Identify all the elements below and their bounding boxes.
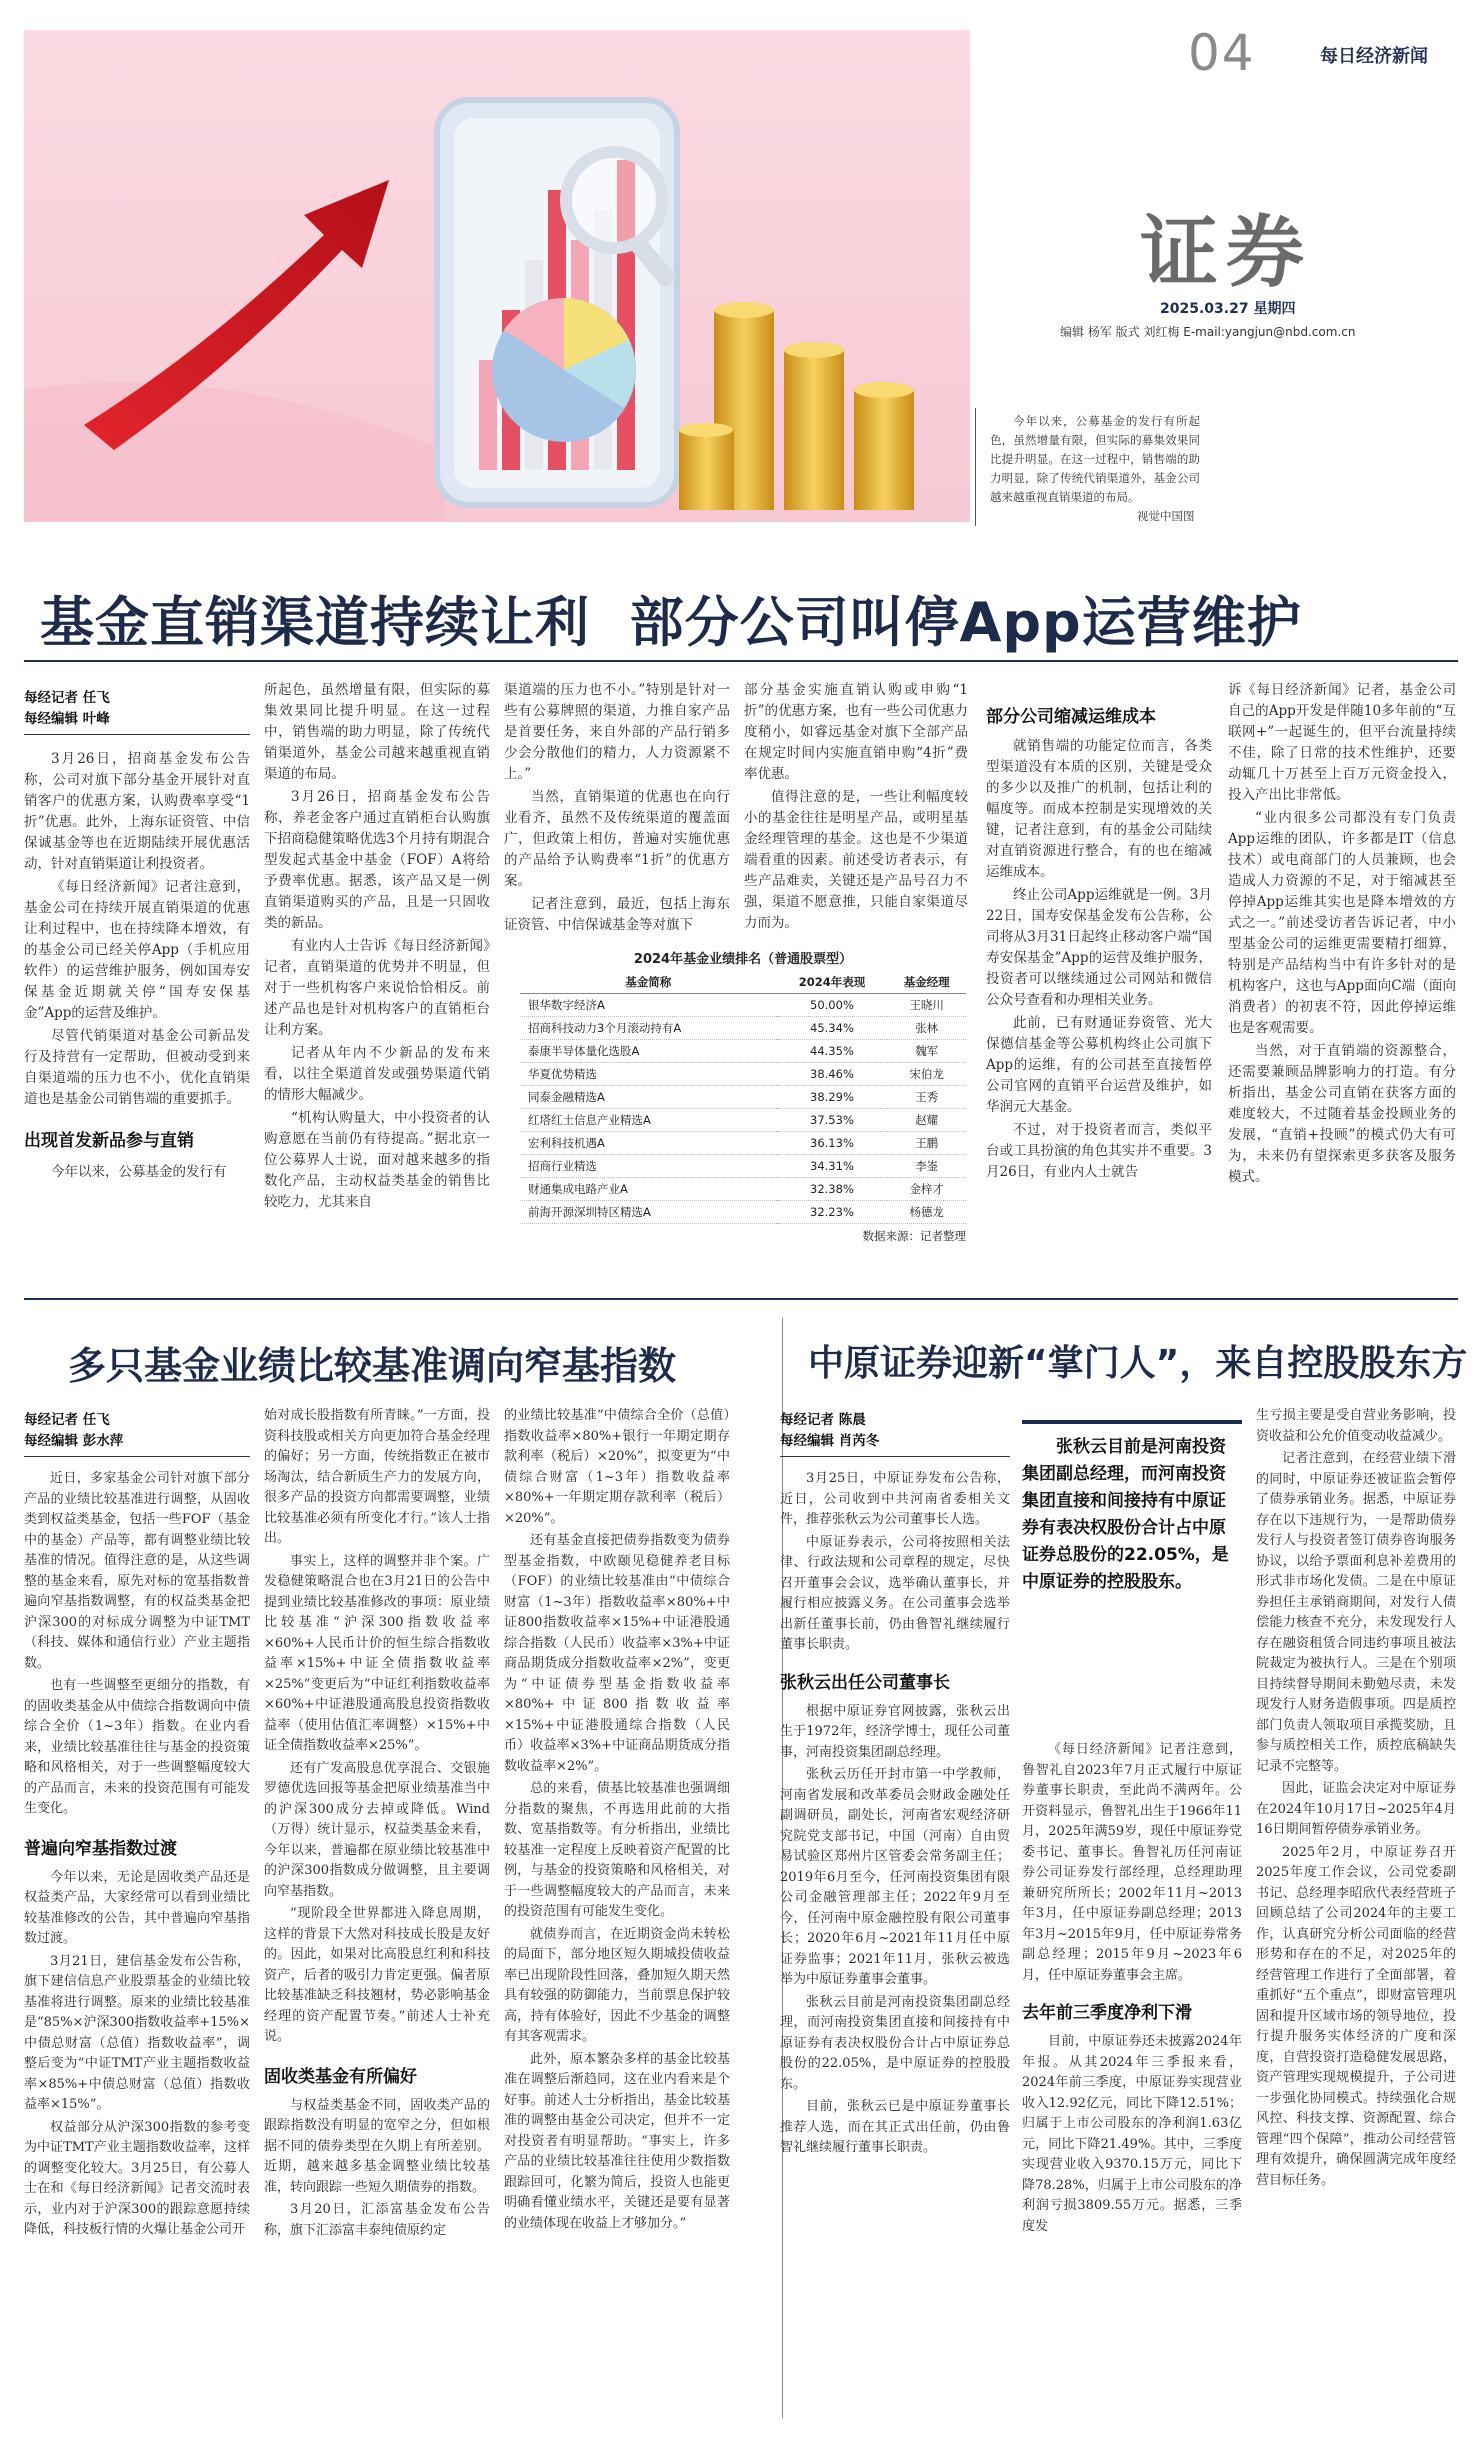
paragraph: 因此，证监会决定对中原证券在2024年10月17日~2025年4月16日期间暂停债券承销业务。 [1256,1781,1456,1837]
paragraph: 部分基金实施直销认购或申购“1折”的优惠方案，也有一些公司优惠力度稍小，如睿远基金对旗下全部产品在规定时间内实施直销申购“4折”费率优惠。 [744,682,968,782]
manager-cell: 王晓川 [887,994,966,1017]
paragraph: “现阶段全世界都进入降息周期，这样的背景下大然对科技成长股是友好的。因此，如果对比高股息红利和科技资产，后者的吸引力肯定更强。偏者原比较基准缺乏科技翘材，势必影响基金经理的资产配置节奏。”前述人士补充说。 [264,1906,490,2044]
performance-cell: 32.23% [777,1201,888,1224]
phone-chart-illustration [24,30,970,522]
paragraph: 所起色，虽然增量有限，但实际的募集效果同比提升明显。在这一过程中，销售端的助力明显，除了传统代销渠道外，基金公司越来越重视直销渠道的布局。 [264,682,490,782]
performance-cell: 36.13% [777,1132,888,1155]
byline-reporter: 每经记者 陈晨 [780,1412,866,1428]
paragraph: 目前，中原证券还未披露2024年年报。从其2024年三季报来看，2024年前三季度，中原证券实现营业收入12.92亿元，同比下降12.51%；归属于上市公司股东的净利润1.63亿元，同比下降21.49%。其中，三季度实现营业收入9370.15万元，同比下降78.28%，归属于上市公司股东的净利润亏损3809.55万元。据悉，三季度发 [1022,2034,1242,2234]
paragraph: 还有广发高股息优享混合、交银施罗德优选回报等基金把原业绩基准当中的沪深300成分去掉或降低。Wind（万得）统计显示，权益类基金来看，今年以来，普遍都在原业绩比较基准中的沪深300指数成分做调整，且主要调向窄基指数。 [264,1760,490,1899]
fund-name-cell: 华夏优势精选 [520,1063,777,1086]
table-row [520,1086,966,1109]
subhead: 普遍向窄基指数过渡 [24,1838,177,1859]
paragraph: 也有一些调整至更细分的指数，有的固收类基金从中债综合指数调向中债综合全价（1~3年）指数。在业内看来，业绩比较基准往往与基金的投资策略和风格相关，对于一些调整幅度较大的产品而言，未来的投资范围有可能发生变化。 [24,1678,250,1816]
paragraph: 的业绩比较基准“中债综合全价（总值）指数收益率×80%+银行一年期定期存款利率（税后）×20%”，拟变更为“中债综合财富（1~3年）指数收益率×80%+一年期定期存款利率（税后）×20%”。 [504,1408,730,1526]
manager-cell: 王秀 [887,1086,966,1109]
article1-col4 [744,680,968,936]
article1-headline: 基金直销渠道持续让利 部分公司叫停App运营维护 [40,591,1302,654]
performance-cell: 32.38% [777,1178,888,1201]
table-row [520,1155,966,1178]
table-row [520,1109,966,1132]
table-row [520,1132,966,1155]
paragraph: 渠道端的压力也不小。”特别是针对一些有公募牌照的渠道，力推自家产品是首要任务，来自外部的产品行销多少会分散他们的精力，人力资源紧不上。” [504,682,730,782]
paragraph: 今年以来，公募基金的发行有 [51,1164,227,1180]
byline-reporter: 每经记者 任飞 [24,1412,110,1428]
performance-cell: 37.53% [777,1109,888,1132]
table-title: 2024年基金业绩排名（普通股票型） [633,952,853,967]
table-row [520,1040,966,1063]
paragraph: 总的来看，债基比较基准也强调细分指数的聚焦，不再选用此前的大指数、宽基指数等。有分析指出，业绩比较基准一定程度上反映着资产配置的比例，与基金的投资策略和风格相关，对于一些调整幅度较大的产品而言，未来的投资范围有可能发生变化。 [504,1781,730,1919]
subhead: 出现首发新品参与直销 [24,1131,194,1151]
manager-cell: 杨德龙 [887,1201,966,1224]
table-header-row [520,971,966,994]
paragraph: 此外，原本繁杂多样的基金比较基准在调整后渐趋同，这在业内看来是个好事。前述人士分析指出，基金比较基准的调整由基金公司决定，但并不一定对投资者有明显帮助。“事实上，许多产品的业绩比较基准往往使用少数指数跟踪回可，化繁为简后，投资人也能更明确看懂业绩水平，关键还是要有显著的业绩体现在收益上才够加分。” [504,2051,730,2231]
paragraph: 终止公司App运维就是一例。3月22日，国寿安保基金发布公告称，公司将从3月31日起终止移动客户端“国寿安保基金”App的运营及维护服务，投资者可以继续通过公司网站和微信公众号查看和办理相关业务。 [986,887,1212,1008]
article1-col2 [264,680,490,1215]
fund-ranking-table [520,948,966,1244]
subhead: 固收类基金有所偏好 [264,2066,417,2087]
article2-col3 [504,1406,730,2236]
paragraph: 根据中原证券官网披露，张秋云出生于1972年，经济学博士，现任公司董事，河南投资集团副总经理。 [780,1703,1010,1760]
table-row [520,1178,966,1201]
paragraph: 目前，张秋云已是中原证券董事长推荐人选，而在其正式出任前，仍由鲁智礼继续履行董事长职责。 [780,2099,1010,2155]
fund-name-cell: 银华数字经济A [520,994,777,1017]
byline-editor: 每经编辑 彭水萍 [24,1431,250,1457]
paragraph: 记者注意到，最近，包括上海东证资管、中信保诚基金等对旗下 [504,896,730,933]
paragraph: 3月26日，招商基金发布公告称，公司对旗下部分基金开展针对直销客户的优惠方案，认购费率享受“1折”优惠。此外，上海东证资管、中信保诚基金等也在近期陆续开展优惠活动，针对直销渠道让利投资者。 [24,751,250,872]
paragraph: 有业内人士告诉《每日经济新闻》记者，直销渠道的优势并不明显，但对于一些机构客户来说恰恰相反。前述产品也是针对机构客户的直销柜台让利方案。 [264,938,490,1038]
article1-col5 [986,680,1212,1185]
paragraph: 值得注意的是，一些让利幅度较小的基金往往是明星产品，或明星基金经理管理的基金。这也是不少渠道端看重的因素。前述受访者表示，有些产品难卖，关键还是产品号召力不强，渠道不愿意推，只能自家渠道尽力而为。 [744,789,968,931]
paragraph: 不过，对于投资者而言，类似平台或工具扮演的角色其实并不重要。3月26日，有业内人士就告 [986,1122,1212,1180]
performance-cell: 45.34% [777,1017,888,1040]
fund-name-cell: 招商科技动力3个月滚动持有A [520,1017,777,1040]
paragraph: 近日，多家基金公司针对旗下部分产品的业绩比较基准进行调整，从固收类到权益类基金，包括一些FOF（基金中的基金）产品等，都有调整业绩比较基准的情况。值得注意的是，从这些调整的基金来看，原先对标的宽基指数普遍向窄基指数调整，有的权益类基金把沪深300的对标成分调整为中证TMT（科技、媒体和通信行业）产业主题指数。 [24,1471,250,1671]
byline-reporter: 每经记者 任飞 [24,690,110,706]
table-source: 数据来源：记者整理 [862,1229,966,1243]
paragraph: 就债券而言，在近期资金尚未转松的局面下，部分地区短久期城投债收益率已出现阶段性回落，叠加短久期天然具有较强的防御能力，当前票息保护较高，持有体验好，因此不少基金的调整有其客观需求。 [504,1926,730,2044]
article2-col2 [264,1406,490,2243]
table-row [520,1063,966,1086]
paragraph: 始对成长股指数有所青睐。”一方面，投资科技股或相关方向更加符合基金经理的偏好；另一方面，传统指数正在被市场淘汰，结合新质生产力的发展方向，很多产品的投资方向都需要调整，业绩比较基准必须有所变化才行。”该人士指出。 [264,1408,490,1546]
paragraph: 《每日经济新闻》记者注意到，鲁智礼自2023年7月正式履行中原证券董事长职责，至此尚不满两年。公开资料显示，鲁智礼出生于1966年11月，2025年满59岁，现任中原证券党委书记、董事长。鲁智礼历任河南证券公司证券发行部经理，总经理助理兼研究所所长；2002年11月~2013年3月，任中原证券副总经理；2013年3月~2015年9月，任中原证券常务副总经理；2015年9月~2023年6月，任中原证券董事会主席。 [1022,1742,1242,1983]
paper-name: 每日经济新闻 [1320,46,1428,67]
table-row [520,994,966,1017]
column-header: 基金简称 [520,971,777,994]
subhead: 张秋云出任公司董事长 [780,1672,950,1693]
pullquote-text: 张秋云目前是河南投资集团副总经理，而河南投资集团直接和间接持有中原证券有表决权股份合计占中原证券总股份的22.05%，是中原证券的控股股东。 [1022,1437,1229,1592]
paragraph: 中原证券表示，公司将按照相关法律、行政法规和公司章程的规定，尽快召开董事会会议，选举确认董事长，并履行相应披露义务。在公司董事会选举出新任董事长前，仍由鲁智礼继续履行董事长职责。 [780,1534,1010,1652]
article1-col6 [1228,680,1456,1190]
byline-editor: 每经编辑 肖芮冬 [780,1431,1010,1457]
manager-cell: 王鹏 [887,1132,966,1155]
fund-name-cell: 泰康半导体量化选股A [520,1040,777,1063]
byline-editor: 每经编辑 叶峰 [24,709,250,735]
issue-date: 2025.03.27 星期四 [1160,301,1296,317]
paragraph: 生亏损主要是受自营业务影响，投资收益和公允价值变动收益减少。 [1256,1408,1456,1444]
paragraph: 3月25日，中原证券发布公告称，近日，公司收到中共河南省委相关文件，推荐张秋云为公司董事长人选。 [780,1471,1010,1527]
fund-table [520,971,966,1224]
paragraph: 此前，已有财通证券资管、光大保德信基金等公募机构终止公司旗下App的运维，有的公司甚至直接暂停公司官网的直销平台运营及维护，如华润元大基金。 [986,1015,1212,1115]
paragraph: 3月26日，招商基金发布公告称，养老金客户通过直销柜台认购旗下招商稳健策略优选3个月持有期混合型发起式基金中基金（FOF）A将给予费率优惠。据悉，该产品又是一例直销渠道购买的产品，且是一只固收类的新品。 [264,789,490,931]
paragraph: 当然，对于直销端的资源整合，还需要兼顾品牌影响力的打造。有分析指出，基金公司直销在获客方面的难度较大，不过随着基金投顾业务的发展，“直销+投顾”的模式仍大有可为，未来仍有望探索更多获客及服务模式。 [1228,1043,1456,1185]
fund-name-cell: 同泰金融精选A [520,1086,777,1109]
article3-headline: 中原证券迎新“掌门人”，来自控股股东方 [808,1343,1468,1384]
article3-col3 [1256,1406,1456,2193]
editors-line: 编辑 杨军 版式 刘红梅 E-mail:yangjun@nbd.com.cn [1060,325,1356,339]
paragraph: 3月20日，汇添富基金发布公告称，旗下汇添富丰泰纯债原约定 [264,2202,490,2238]
table-row [520,1017,966,1040]
fund-name-cell: 宏利科技机遇A [520,1132,777,1155]
paragraph: “业内很多公司都没有专门负责App运维的团队，许多都是IT（信息技术）或电商部门的人员兼顾，也会造成人力资源的不足，对于缩减甚至停掉App运维其实也是降本增效的方式之一。”前述受访者告诉记者，中小型基金公司的运维更需要精打细算，特别是产品结构当中有许多针对的是机构客户，这也与App面向C端（面向消费者）的初衷不符，因此停掉运维也是客观需要。 [1228,810,1456,1036]
paragraph: 张秋云历任开封市第一中学教师，河南省发展和改革委员会财政金融处任副调研员，副处长，河南省宏观经济研究院党支部书记，中国（河南）自由贸易试验区郑州片区管委会常务副主任；2019年6月至今，任河南投资集团有限公司金融管理部主任；2022年9月至今，任河南中原金融控股有限公司董事长；2020年6月~2021年11月任中原证券监事；2021年11月，张秋云被选举为中原证券董事会董事。 [780,1767,1010,1987]
fund-name-cell: 财通集成电路产业A [520,1178,777,1201]
column-header: 2024年表现 [777,971,888,994]
paragraph: 诉《每日经济新闻》记者，基金公司自己的App开发是伴随10多年前的“互联网+”一起诞生的，但平台流量持续不佳，除了日常的技术性维护，还要动辄几十万甚至上百万元资金投入，投入产出比非常低。 [1228,682,1456,803]
manager-cell: 宋伯龙 [887,1063,966,1086]
paragraph: 权益部分从沪深300指数的参考变为中证TMT产业主题指数收益率，这样的调整变化较大。3月25日，有公募人士在和《每日经济新闻》记者交流时表示，业内对于沪深300的跟踪意愿持续降低，科技板行情的火爆让基金公司开 [24,2119,250,2237]
article3-col1 [780,1410,1010,2161]
paragraph: 就销售端的功能定位而言，各类型渠道没有本质的区别，关键是受众的多少以及推广的机制，包括让利的幅度等。而成本控制是实现增效的关键，记者注意到，有的基金公司陆续对直销资源进行整合，有的也在缩减运维成本。 [986,738,1212,880]
pullquote [1022,1420,1242,1596]
article2-headline: 多只基金业绩比较基准调向窄基指数 [68,1344,677,1388]
performance-cell: 34.31% [777,1155,888,1178]
paragraph: 张秋云目前是河南投资集团副总经理，而河南投资集团直接和间接持有中原证券有表决权股份合计占中原证券总股份的22.05%，是中原证券的控股股东。 [780,1994,1010,2092]
fund-name-cell: 红塔红土信息产业精选A [520,1109,777,1132]
paragraph: 与权益类基金不同，固收类产品的跟踪指数没有明显的宽窄之分，但如根据不同的债券类型在久期上有所差别。近期，越来越多基金调整业绩比较基准，转向跟踪一些短久期债券的指数。 [264,2097,490,2195]
paragraph: 2025年2月，中原证券召开2025年度工作会议，公司党委副书记、总经理李昭欣代表经营班子回顾总结了公司2024年的主要工作，认真研究分析公司面临的经营形势和存在的不足，对2025年的经营管理工作进行了全面部署，着重抓好“五个重点”，即财富管理巩固和提升区域市场的领导地位，投行提升服务实体经济的广度和深度，自营投资打造稳健发展思路，资产管理实现规模提升，子公司进一步强化协同模式。持续强化合规风控、科技支撑、资源配置、综合管理“四个保障”，推动公司经营管理有效提升，确保圆满完成年度经营目标任务。 [1256,1844,1456,2188]
table-row [520,1201,966,1224]
hero-photo [24,30,970,522]
paragraph: “机构认购量大，中小投资者的认购意愿在当前仍有待提高。”据北京一位公募界人士说，面对越来越多的指数化产品，主动权益类基金的销售比较吃力，尤其来自 [264,1110,490,1210]
paragraph: 《每日经济新闻》记者注意到，基金公司在持续开展直销渠道的优惠让利过程中，也在持续降本增效，有的基金公司已经关停App（手机应用软件）的运营维护服务，例如国寿安保基金近期就关停“国寿安保基金”App的运营及维护。 [24,879,250,1021]
photo-caption-text: 今年以来，公募基金的发行有所起色，虽然增量有限，但实际的募集效果同比提升明显。在这一过程中，销售端的助力明显，除了传统代销渠道外，基金公司越来越重视直销渠道的布局。 [990,414,1200,504]
paragraph: 当然，直销渠道的优惠也在向行业看齐，虽然不及传统渠道的覆盖面广，但政策上相仿，普遍对实施优惠的产品给予认购费率“1折”的优惠方案。 [504,789,730,889]
manager-cell: 赵耀 [887,1109,966,1132]
paragraph: 尽管代销渠道对基金公司新品发行及持营有一定帮助，但被动受到来自渠道端的压力也不小，优化直销渠道也是基金公司销售端的重要抓手。 [24,1028,250,1107]
subhead: 部分公司缩减运维成本 [986,707,1156,727]
paragraph: 记者注意到，在经营业绩下滑的同时，中原证券还被证监会暂停了债券承销业务。据悉，中原证券存在以下违规行为，一是帮助债券发行人与投资者签订债券咨询服务协议，以给予票面利息补差费用的形式非市场化发债。二是在中原证券担任主承销商期间，对发行人债偿能力核查不充分，未发现发行人存在融资租赁合同违约事项且被法院裁定为被执行人。三是在个别项目持续督导期间未勤勉尽责，未发现发行人财务造假事项。四是质控部门负责人领取项目承揽奖励，且参与质控相关工作，质控底稿缺失记录不完整等。 [1256,1451,1456,1774]
paragraph: 事实上，这样的调整并非个案。广发稳健策略混合也在3月21日的公告中提到业绩比较基准修改的事项：原业绩比较基准“沪深300指数收益率×60%+人民币计价的恒生综合指数收益率×15%+中证全债指数收益率×25%”变更后为“中证红利指数收益率×60%+中证港股通高股息投资指数收益率（使用估值汇率调整）×15%+中证全债指数收益率×25%”。 [264,1553,490,1753]
page-number: 04 [1188,24,1256,82]
manager-cell: 张林 [887,1017,966,1040]
subhead: 去年前三季度净利下滑 [1022,2003,1192,2023]
fund-name-cell: 招商行业精选 [520,1155,777,1178]
article3-col2 [1022,1740,1242,2239]
manager-cell: 金梓才 [887,1178,966,1201]
photo-caption [990,412,1200,507]
manager-cell: 魏军 [887,1040,966,1063]
manager-cell: 李崟 [887,1155,966,1178]
paragraph: 记者从年内不少新品的发布来看，以往全渠道首发或强势渠道代销的情形大幅减少。 [264,1045,490,1103]
photo-credit: 视觉中国图 [1137,509,1195,523]
article2-col1 [24,1410,250,2243]
section-title: 证券 [1140,208,1313,298]
paragraph: 还有基金直接把债券指数变为债券型基金指数，中欧颐见稳健养老目标（FOF）的业绩比较基准由“中债综合财富（1~3年）指数收益率×80%+中证800指数收益率×15%+中证港股通综合指数（人民币）收益率×3%+中证商品期货成分指数收益率×2%”，变更为“中证债券型基金指数收益率×80%+中证800指数收益率×15%+中证港股通综合指数（人民币）收益率×3%+中证商品期货成分指数收益率×2%”。 [504,1533,730,1774]
performance-cell: 38.46% [777,1063,888,1086]
article1-col1 [24,688,250,1185]
performance-cell: 50.00% [777,994,888,1017]
performance-cell: 38.29% [777,1086,888,1109]
performance-cell: 44.35% [777,1040,888,1063]
paragraph: 3月21日，建信基金发布公告称，旗下建信信息产业股票基金的业绩比较基准将进行调整。原来的业绩比较基准是“85%×沪深300指数收益率+15%×中债总财富（总值）指数收益率”，调整后变为“中证TMT产业主题指数收益率×85%+中债总财富（总值）指数收益率×15%”。 [24,1953,250,2112]
article1-col3 [504,680,730,938]
fund-name-cell: 前海开源深圳特区精选A [520,1201,777,1224]
column-header: 基金经理 [887,971,966,994]
paragraph: 今年以来，无论是固收类产品还是权益类产品，大家经常可以看到业绩比较基准修改的公告，其中普遍向窄基指数过渡。 [24,1869,250,1946]
